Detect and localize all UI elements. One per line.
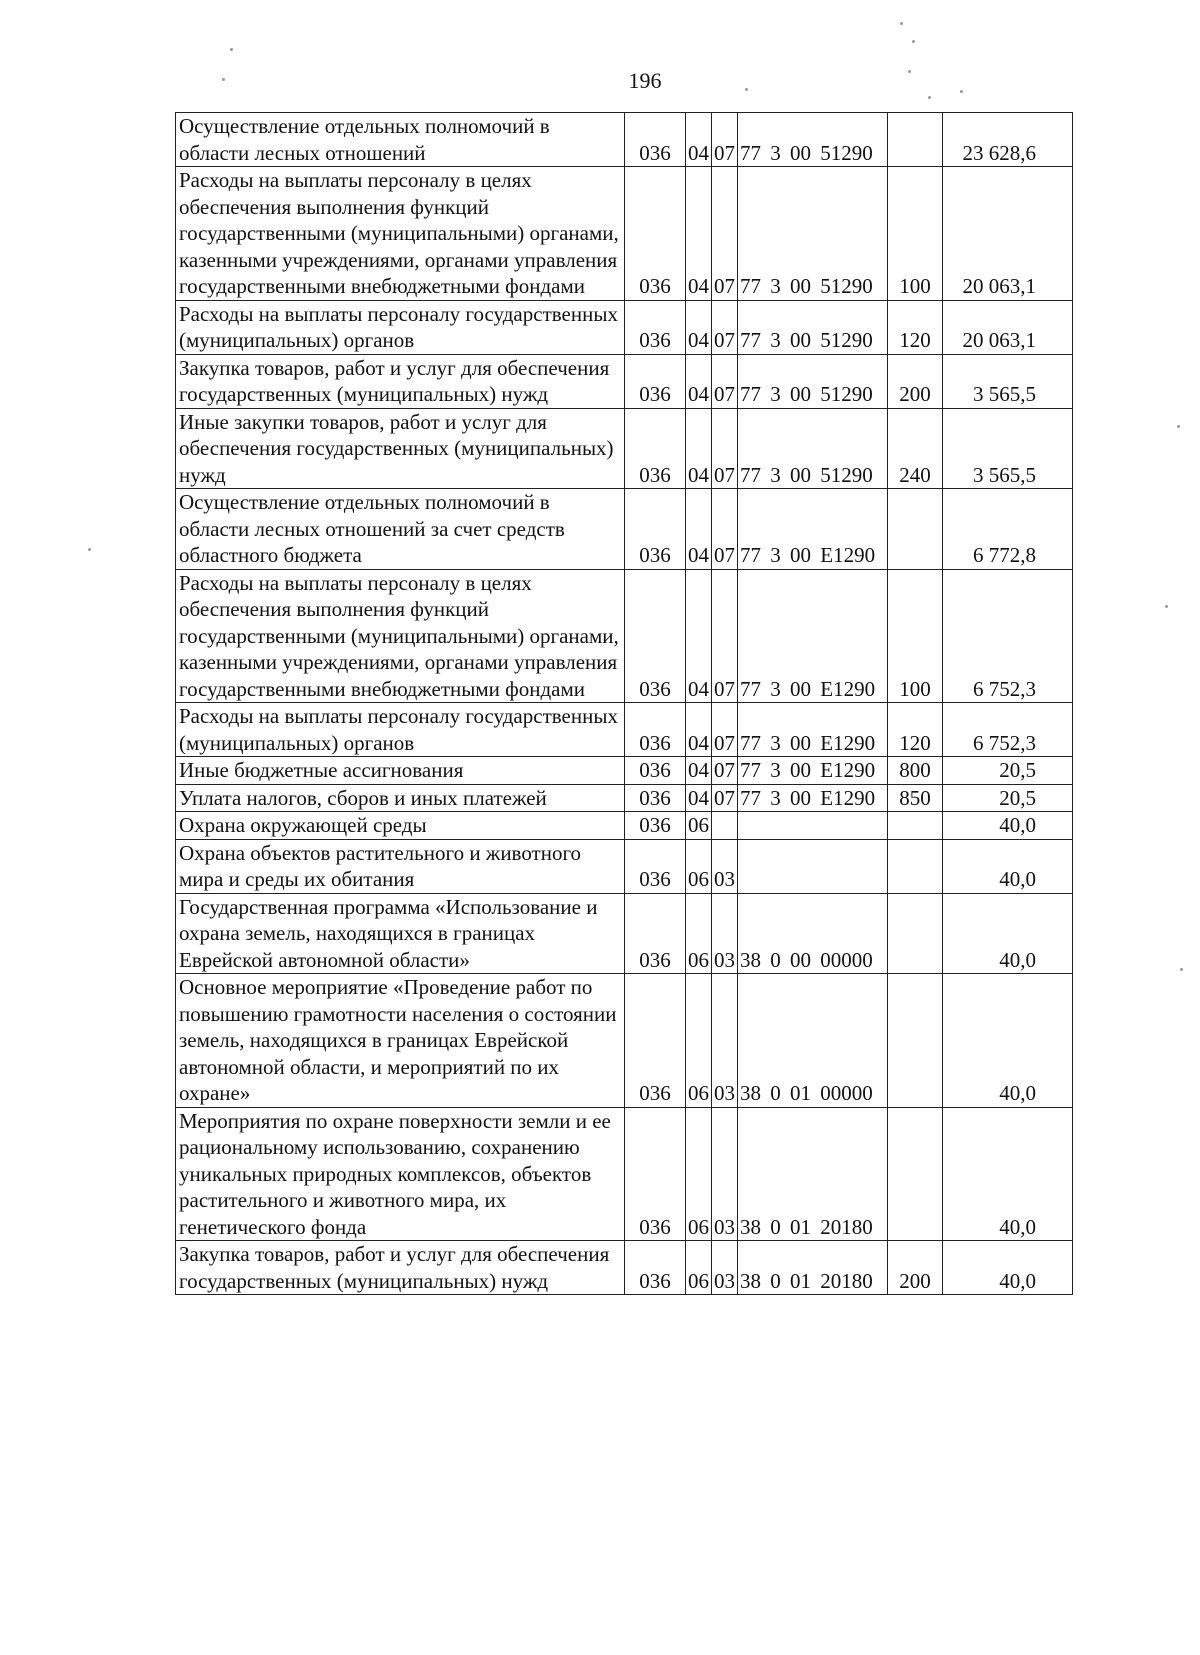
row-section-code: 06: [686, 974, 712, 1108]
row-expense-type: [888, 489, 943, 570]
row-subsection-code: 07: [712, 703, 738, 757]
row-name: Иные бюджетные ассигнования: [176, 757, 625, 785]
row-expense-type: 200: [888, 354, 943, 408]
table-row: [176, 354, 1073, 408]
row-section-code: 04: [686, 354, 712, 408]
row-grbs-code: 036: [625, 354, 686, 408]
row-section-code: 04: [686, 489, 712, 570]
row-target-article: 38 0 01 00000: [738, 974, 888, 1108]
row-expense-type: [888, 974, 943, 1108]
table-row: [176, 489, 1073, 570]
row-amount: 20,5: [943, 757, 1073, 785]
row-target-article: 38 0 01 20180: [738, 1107, 888, 1241]
row-name: Расходы на выплаты персоналу государственных (муниципальных) органов: [176, 300, 625, 354]
row-target-article: 77 3 00 51290: [738, 354, 888, 408]
row-name: Основное мероприятие «Проведение работ по повышению грамотности населения о состоянии земель, находящихся в границах Еврейской автономной области, и мероприятий по их охране»: [176, 974, 625, 1108]
table-row: [176, 974, 1073, 1108]
row-grbs-code: 036: [625, 812, 686, 840]
row-section-code: 06: [686, 839, 712, 893]
table-body: [176, 113, 1073, 1295]
row-subsection-code: [712, 812, 738, 840]
row-name: Закупка товаров, работ и услуг для обеспечения государственных (муниципальных) нужд: [176, 1241, 625, 1295]
row-expense-type: [888, 113, 943, 167]
row-expense-type: [888, 839, 943, 893]
table-row: [176, 839, 1073, 893]
row-target-article: 38 0 00 00000: [738, 893, 888, 974]
row-target-article: 77 3 00 51290: [738, 300, 888, 354]
row-subsection-code: 07: [712, 489, 738, 570]
table-row: [176, 703, 1073, 757]
row-subsection-code: 07: [712, 569, 738, 703]
table-row: [176, 1107, 1073, 1241]
row-grbs-code: 036: [625, 300, 686, 354]
row-amount: 40,0: [943, 893, 1073, 974]
row-subsection-code: 03: [712, 974, 738, 1108]
row-target-article: 77 3 00 51290: [738, 408, 888, 489]
row-section-code: 04: [686, 784, 712, 812]
row-grbs-code: 036: [625, 974, 686, 1108]
table-row: [176, 113, 1073, 167]
row-grbs-code: 036: [625, 489, 686, 570]
row-name: Охрана объектов растительного и животного мира и среды их обитания: [176, 839, 625, 893]
row-section-code: 06: [686, 1107, 712, 1241]
row-section-code: 04: [686, 300, 712, 354]
table-row: [176, 408, 1073, 489]
row-expense-type: 240: [888, 408, 943, 489]
row-expense-type: [888, 812, 943, 840]
table-row: [176, 812, 1073, 840]
row-expense-type: 120: [888, 703, 943, 757]
table-row: [176, 569, 1073, 703]
row-subsection-code: 07: [712, 408, 738, 489]
row-section-code: 04: [686, 569, 712, 703]
row-section-code: 06: [686, 893, 712, 974]
row-grbs-code: 036: [625, 757, 686, 785]
table-row: [176, 757, 1073, 785]
page-number: 196: [628, 68, 662, 93]
row-target-article: 77 3 00 Е1290: [738, 703, 888, 757]
row-amount: 40,0: [943, 1107, 1073, 1241]
row-section-code: 04: [686, 408, 712, 489]
row-target-article: 77 3 00 Е1290: [738, 784, 888, 812]
row-name: Закупка товаров, работ и услуг для обеспечения государственных (муниципальных) нужд: [176, 354, 625, 408]
table-row: [176, 893, 1073, 974]
row-section-code: 04: [686, 113, 712, 167]
row-expense-type: 200: [888, 1241, 943, 1295]
row-grbs-code: 036: [625, 784, 686, 812]
row-grbs-code: 036: [625, 839, 686, 893]
row-expense-type: 800: [888, 757, 943, 785]
row-subsection-code: 07: [712, 113, 738, 167]
row-grbs-code: 036: [625, 167, 686, 301]
row-section-code: 04: [686, 757, 712, 785]
row-amount: 20,5: [943, 784, 1073, 812]
row-section-code: 04: [686, 167, 712, 301]
row-target-article: 77 3 00 Е1290: [738, 757, 888, 785]
row-amount: 3 565,5: [943, 408, 1073, 489]
row-subsection-code: 03: [712, 1107, 738, 1241]
row-section-code: 06: [686, 1241, 712, 1295]
table-row: [176, 167, 1073, 301]
row-name: Уплата налогов, сборов и иных платежей: [176, 784, 625, 812]
row-grbs-code: 036: [625, 893, 686, 974]
row-target-article: 77 3 00 Е1290: [738, 569, 888, 703]
row-grbs-code: 036: [625, 569, 686, 703]
row-amount: 20 063,1: [943, 300, 1073, 354]
row-subsection-code: 03: [712, 839, 738, 893]
row-section-code: 04: [686, 703, 712, 757]
row-amount: 40,0: [943, 974, 1073, 1108]
row-subsection-code: 03: [712, 893, 738, 974]
row-name: Государственная программа «Использование и охрана земель, находящихся в границах Еврейской автономной области»: [176, 893, 625, 974]
row-grbs-code: 036: [625, 1241, 686, 1295]
row-expense-type: [888, 1107, 943, 1241]
row-expense-type: 120: [888, 300, 943, 354]
row-name: Мероприятия по охране поверхности земли и ее рациональному использованию, сохранению уникальных природных комплексов, объектов растительного и животного мира, их генетического фонда: [176, 1107, 625, 1241]
budget-table: [175, 112, 1073, 1295]
row-target-article: 38 0 01 20180: [738, 1241, 888, 1295]
row-grbs-code: 036: [625, 113, 686, 167]
row-amount: 3 565,5: [943, 354, 1073, 408]
row-amount: 40,0: [943, 1241, 1073, 1295]
row-amount: 6 752,3: [943, 569, 1073, 703]
row-amount: 6 772,8: [943, 489, 1073, 570]
table-row: [176, 784, 1073, 812]
row-expense-type: 100: [888, 569, 943, 703]
row-target-article: [738, 812, 888, 840]
row-target-article: 77 3 00 Е1290: [738, 489, 888, 570]
row-grbs-code: 036: [625, 408, 686, 489]
row-name: Расходы на выплаты персоналу в целях обеспечения выполнения функций государственными (муниципальными) органами, казенными учреждениями, органами управления государственными внебюджетными фондами: [176, 167, 625, 301]
row-amount: 40,0: [943, 839, 1073, 893]
row-amount: 23 628,6: [943, 113, 1073, 167]
row-target-article: 77 3 00 51290: [738, 113, 888, 167]
row-target-article: 77 3 00 51290: [738, 167, 888, 301]
row-expense-type: 100: [888, 167, 943, 301]
table-row: [176, 1241, 1073, 1295]
row-amount: 20 063,1: [943, 167, 1073, 301]
row-name: Расходы на выплаты персоналу государственных (муниципальных) органов: [176, 703, 625, 757]
row-grbs-code: 036: [625, 703, 686, 757]
row-subsection-code: 07: [712, 300, 738, 354]
table-row: [176, 300, 1073, 354]
row-name: Расходы на выплаты персоналу в целях обеспечения выполнения функций государственными (муниципальными) органами, казенными учреждениями, органами управления государственными внебюджетными фондами: [176, 569, 625, 703]
row-amount: 6 752,3: [943, 703, 1073, 757]
row-subsection-code: 07: [712, 354, 738, 408]
row-amount: 40,0: [943, 812, 1073, 840]
row-expense-type: [888, 893, 943, 974]
row-name: Иные закупки товаров, работ и услуг для обеспечения государственных (муниципальных) нужд: [176, 408, 625, 489]
row-target-article: [738, 839, 888, 893]
row-name: Осуществление отдельных полномочий в области лесных отношений за счет средств областного бюджета: [176, 489, 625, 570]
row-name: Осуществление отдельных полномочий в области лесных отношений: [176, 113, 625, 167]
row-name: Охрана окружающей среды: [176, 812, 625, 840]
row-subsection-code: 07: [712, 784, 738, 812]
row-expense-type: 850: [888, 784, 943, 812]
row-section-code: 06: [686, 812, 712, 840]
row-subsection-code: 03: [712, 1241, 738, 1295]
row-grbs-code: 036: [625, 1107, 686, 1241]
row-subsection-code: 07: [712, 167, 738, 301]
row-subsection-code: 07: [712, 757, 738, 785]
